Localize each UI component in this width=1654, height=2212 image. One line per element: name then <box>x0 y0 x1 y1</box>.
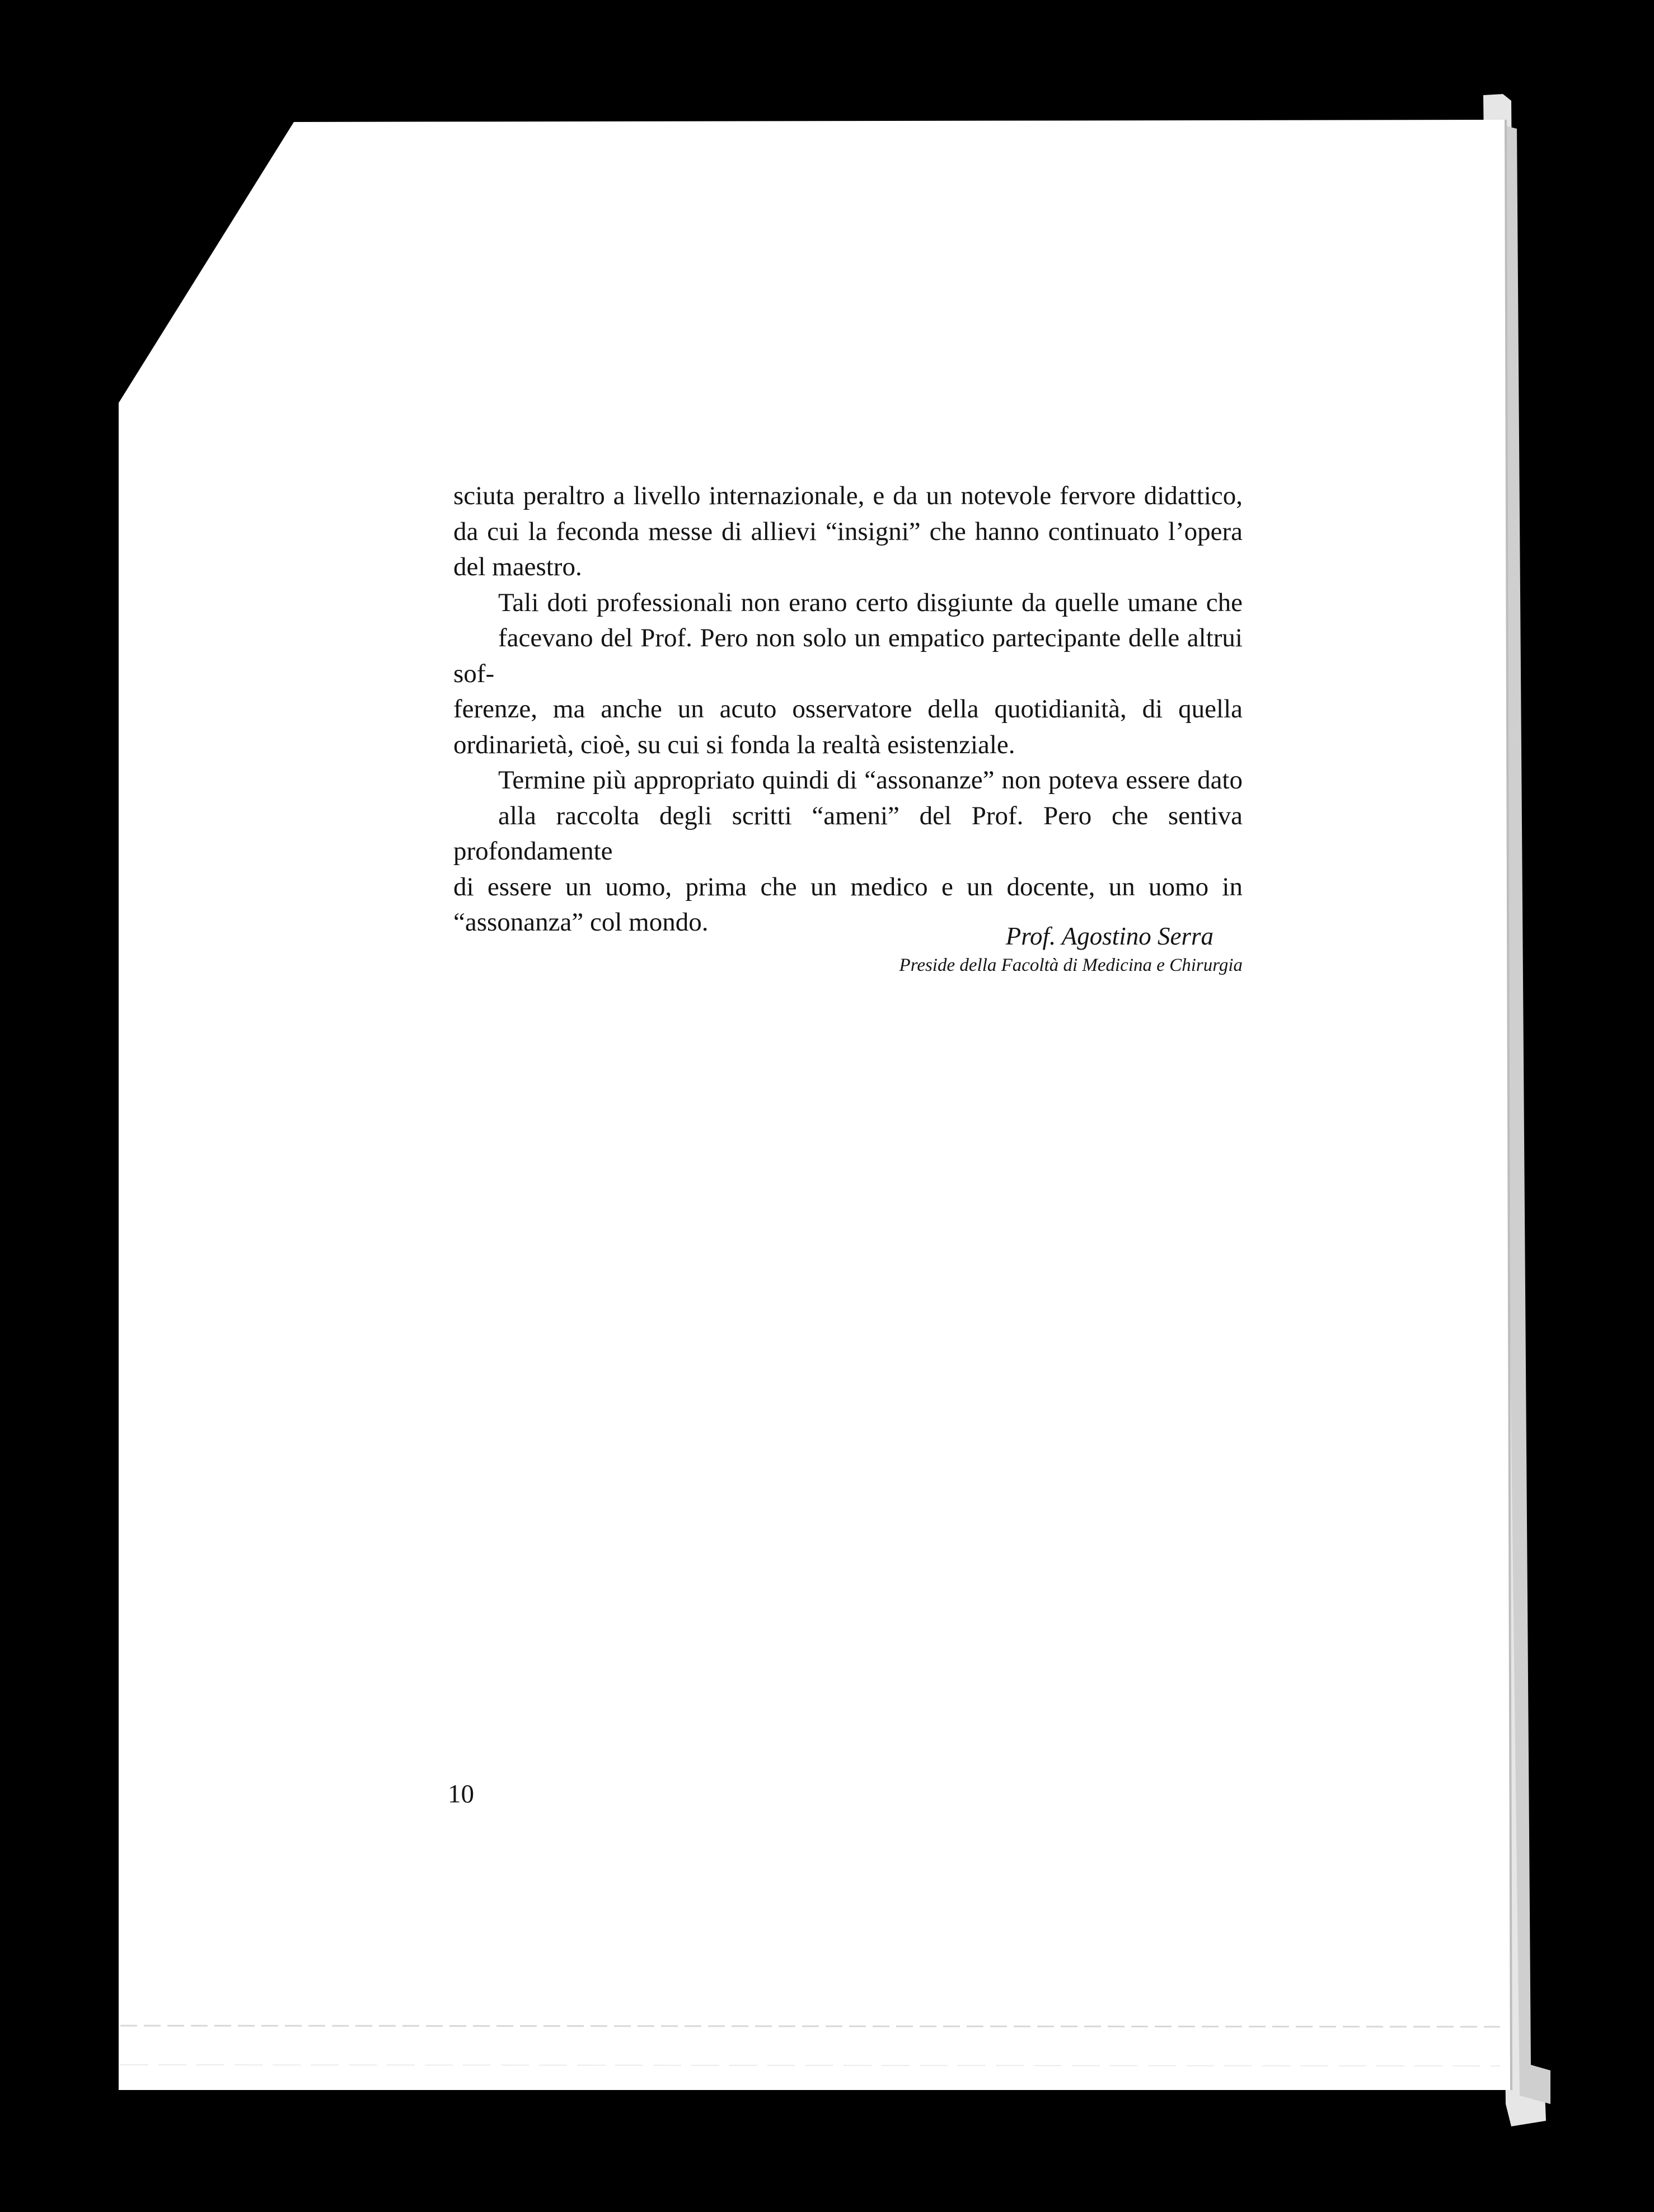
paragraph-2-end <box>453 727 1243 763</box>
text-line: “assonanza” col mondo. <box>453 908 709 937</box>
paragraph-2 <box>453 585 1243 727</box>
body-text <box>453 478 1243 941</box>
paragraph-1 <box>453 478 1243 550</box>
signature-name: Prof. Agostino Serra <box>1005 922 1213 950</box>
signature-role: Preside della Facoltà di Medicina e Chirurgia <box>899 955 1243 975</box>
text-line: alla raccolta degli scritti “ameni” del Prof. Pero che sentiva profondamente <box>453 801 1243 866</box>
page-number: 10 <box>448 1779 474 1809</box>
text-line: ordinarietà, cioè, su cui si fonda la realtà esistenziale. <box>453 730 1015 759</box>
text-line: di essere un uomo, prima che un medico e un docente, un uomo in <box>453 872 1243 901</box>
text-line: da cui la feconda messe di allievi “insigni” che hanno continuato l’opera <box>453 516 1243 546</box>
text-line: Tali doti professionali non erano certo disgiunte da quelle umane che <box>498 588 1243 617</box>
text-line: ferenze, ma anche un acuto osservatore della quotidianità, di quella <box>453 694 1243 724</box>
text-line: sciuta peraltro a livello internazionale, e da un notevole fervore didattico, <box>453 481 1243 510</box>
paper-sheet <box>119 120 1511 2090</box>
text-line: del maestro. <box>453 552 582 581</box>
paragraph-1-end <box>453 550 1243 585</box>
signature-block <box>899 921 1243 979</box>
text-line: Termine più appropriato quindi di “assonanze” non poteva essere dato <box>498 765 1243 795</box>
text-line: facevano del Prof. Pero non solo un empatico partecipante delle altrui sof- <box>453 623 1243 688</box>
paragraph-3 <box>453 763 1243 905</box>
